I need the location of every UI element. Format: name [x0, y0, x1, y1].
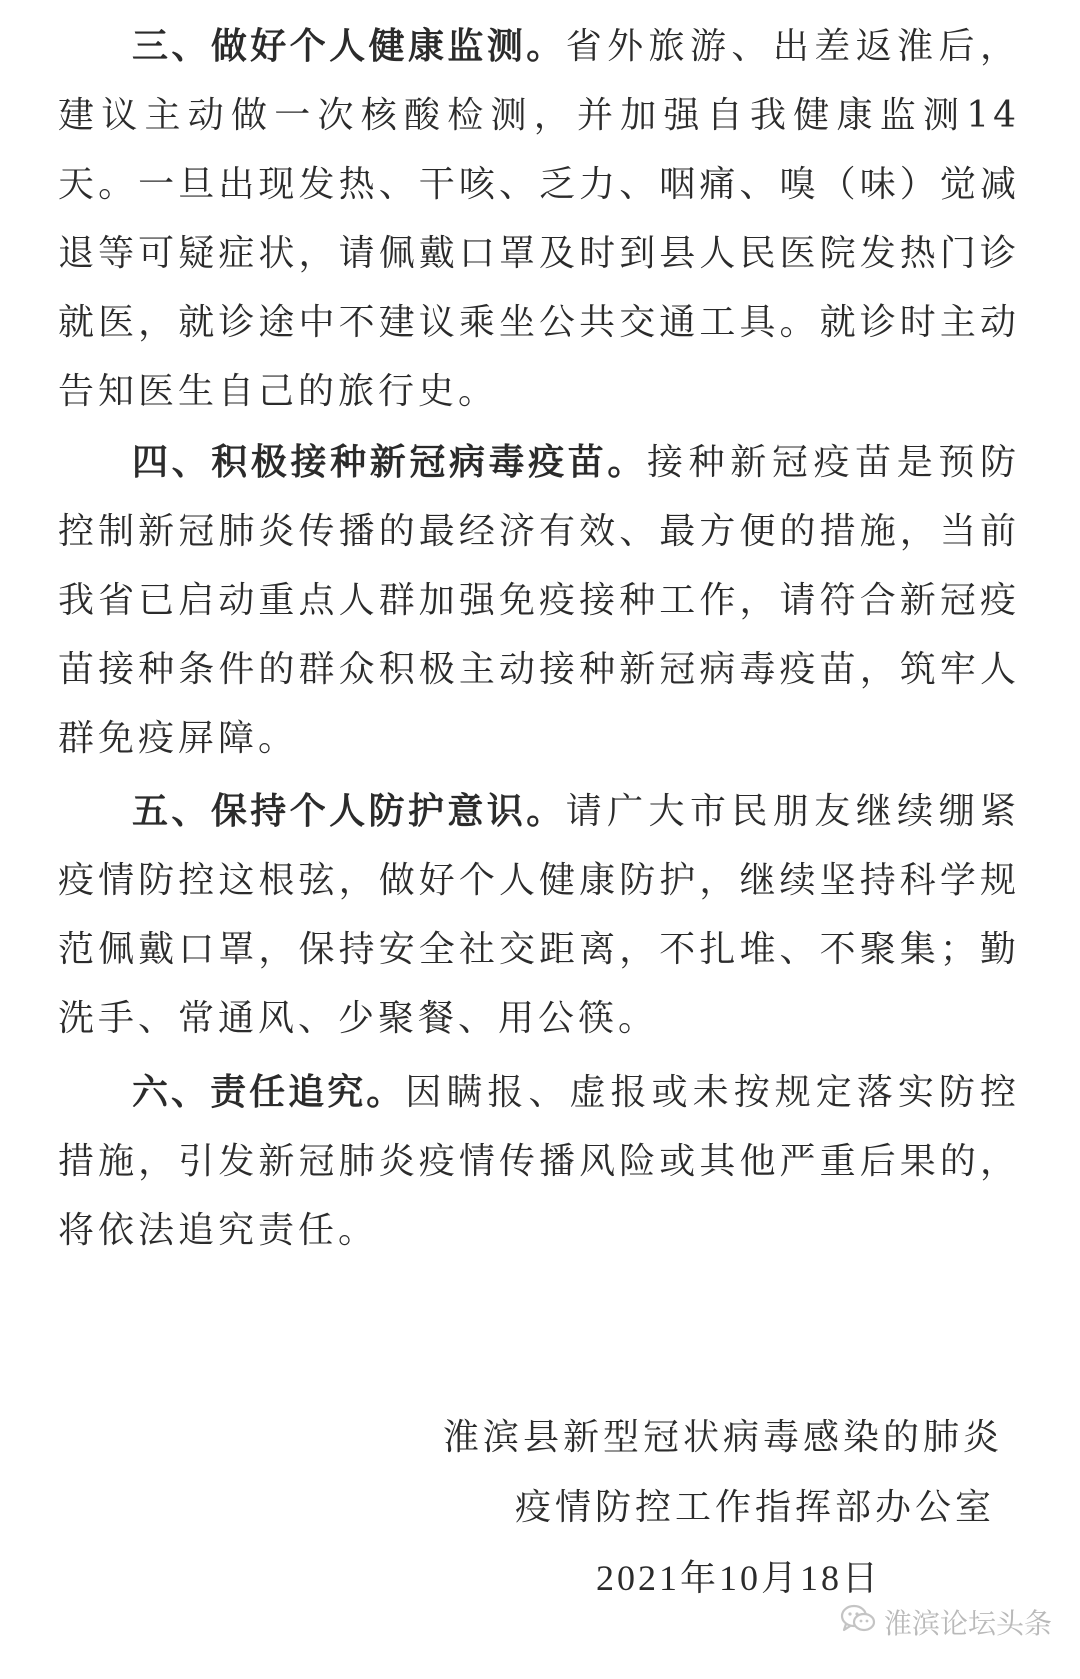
section-vaccination — [58, 428, 1020, 773]
section-body: 因瞒报、虚报或未按规定落实防控措施，引发新冠肺炎疫情传播风险或其他严重后果的，将依法追究责任。 — [58, 1072, 1020, 1251]
section-heading: 四、积极接种新冠病毒疫苗。 — [132, 442, 648, 483]
watermark-text: 淮滨论坛头条 — [884, 1607, 1053, 1640]
section-health-monitoring — [58, 12, 1020, 426]
signature-issuer-line2: 疫情防控工作指挥部办公室 — [515, 1487, 996, 1528]
signature-date: 2021年10月18日 — [596, 1558, 882, 1598]
section-heading: 六、责任追究。 — [132, 1072, 406, 1113]
section-accountability — [58, 1058, 1020, 1265]
watermark — [840, 1600, 1052, 1644]
section-heading: 五、保持个人防护意识。 — [132, 791, 566, 832]
signature-issuer-line1: 淮滨县新型冠状病毒感染的肺炎 — [443, 1417, 1004, 1458]
section-body: 省外旅游、出差返淮后，建议主动做一次核酸检测，并加强自我健康监测14天。一旦出现发热、干咳、乏力、咽痛、嗅（味）觉减退等可疑症状，请佩戴口罩及时到县人民医院发热门诊就医，就诊途中不建议乘坐公共交通工具。就诊时主动告知医生自己的旅行史。 — [58, 26, 1020, 412]
section-body: 请广大市民朋友继续绷紧疫情防控这根弦，做好个人健康防护，继续坚持科学规范佩戴口罩，保持安全社交距离，不扎堆、不聚集；勤洗手、常通风、少聚餐、用公筷。 — [58, 791, 1020, 1039]
section-heading: 三、做好个人健康监测。 — [132, 26, 566, 67]
wechat-icon — [840, 1604, 876, 1641]
section-personal-protection — [58, 777, 1020, 1053]
section-body: 接种新冠疫苗是预防控制新冠肺炎传播的最经济有效、最方便的措施，当前我省已启动重点人群加强免疫接种工作，请符合新冠疫苗接种条件的群众积极主动接种新冠病毒疫苗，筑牢人群免疫屏障。 — [58, 442, 1020, 759]
